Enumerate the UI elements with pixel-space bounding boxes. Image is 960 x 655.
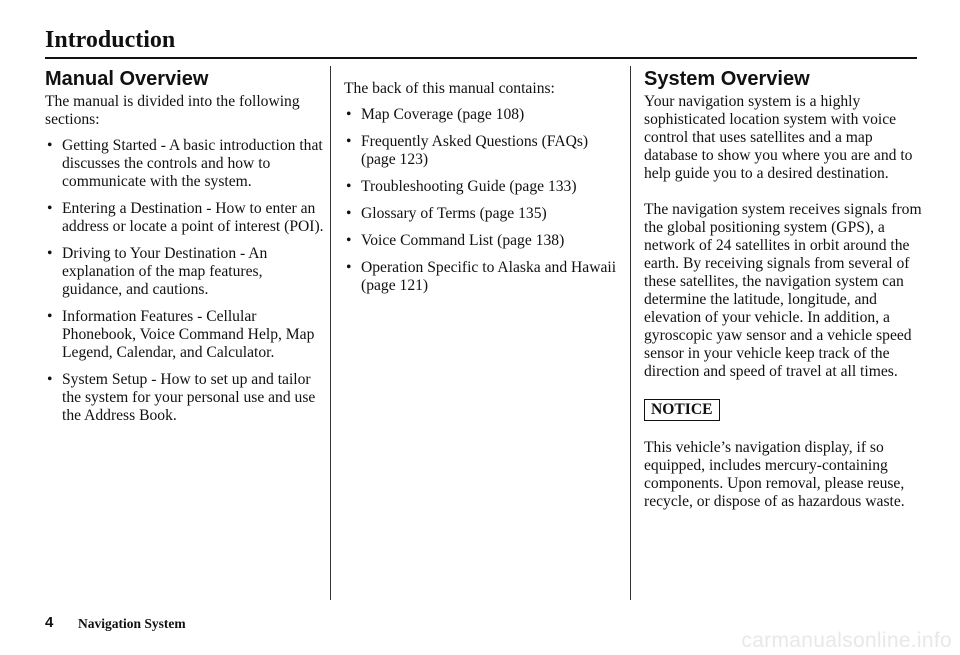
list-item: • Frequently Asked Questions (FAQs) (page 123) xyxy=(346,133,589,168)
page-title: Introduction xyxy=(45,27,176,53)
back-of-manual-column xyxy=(344,80,624,304)
watermark: carmanualsonline.info xyxy=(741,629,952,652)
manual-overview-column xyxy=(45,67,325,434)
list-item: • System Setup - How to set up and tailor the system for your personal use and use the Address Book. xyxy=(47,371,316,424)
page-number: 4 xyxy=(45,614,54,631)
system-overview-column xyxy=(644,67,924,511)
list-item: • Driving to Your Destination - An explanation of the map features, guidance, and cautions. xyxy=(47,245,268,298)
column-divider-1 xyxy=(330,66,331,600)
manual-overview-heading: Manual Overview xyxy=(45,68,209,90)
list-item: • Operation Specific to Alaska and Hawaii (page 121) xyxy=(346,259,617,294)
notice-text: This vehicle’s navigation display, if so equipped, includes mercury-containing components. Upon removal, please reuse, recycle, or dispose of as hazardous waste. xyxy=(644,439,905,510)
list-item: • Troubleshooting Guide (page 133) xyxy=(346,178,577,195)
column-divider-2 xyxy=(630,66,631,600)
list-item: • Getting Started - A basic introduction that discusses the controls and how to communicate with the system. xyxy=(47,137,323,190)
list-item: • Voice Command List (page 138) xyxy=(346,232,565,249)
list-item: • Information Features - Cellular Phonebook, Voice Command Help, Map Legend, Calendar, and Calculator. xyxy=(47,308,315,361)
manual-sections-list xyxy=(45,137,325,425)
list-item: • Map Coverage (page 108) xyxy=(346,106,525,123)
footer-title: Navigation System xyxy=(78,616,186,631)
back-of-manual-list xyxy=(344,106,624,295)
list-item: • Entering a Destination - How to enter an address or locate a point of interest (POI). xyxy=(47,200,324,235)
header-rule xyxy=(45,57,917,59)
back-of-manual-intro: The back of this manual contains: xyxy=(344,80,555,97)
system-overview-paragraph-2: The navigation system receives signals from the global positioning system (GPS), a network of 24 satellites in orbit around the earth. By receiving signals from several of these satellites, the navigation system can determine the latitude, longitude, and elevation of your vehicle. In addition, a gyroscopic yaw sensor and a vehicle speed sensor in your vehicle keep track of the direction and speed of travel at all times. xyxy=(644,201,922,380)
system-overview-heading: System Overview xyxy=(644,68,810,90)
system-overview-paragraph-1: Your navigation system is a highly sophisticated location system with voice control that uses satellites and a map database to show you where you are and to help guide you to a desired destination. xyxy=(644,93,913,182)
list-item: • Glossary of Terms (page 135) xyxy=(346,205,547,222)
manual-overview-intro: The manual is divided into the following sections: xyxy=(45,93,300,128)
notice-label: NOTICE xyxy=(644,399,720,421)
